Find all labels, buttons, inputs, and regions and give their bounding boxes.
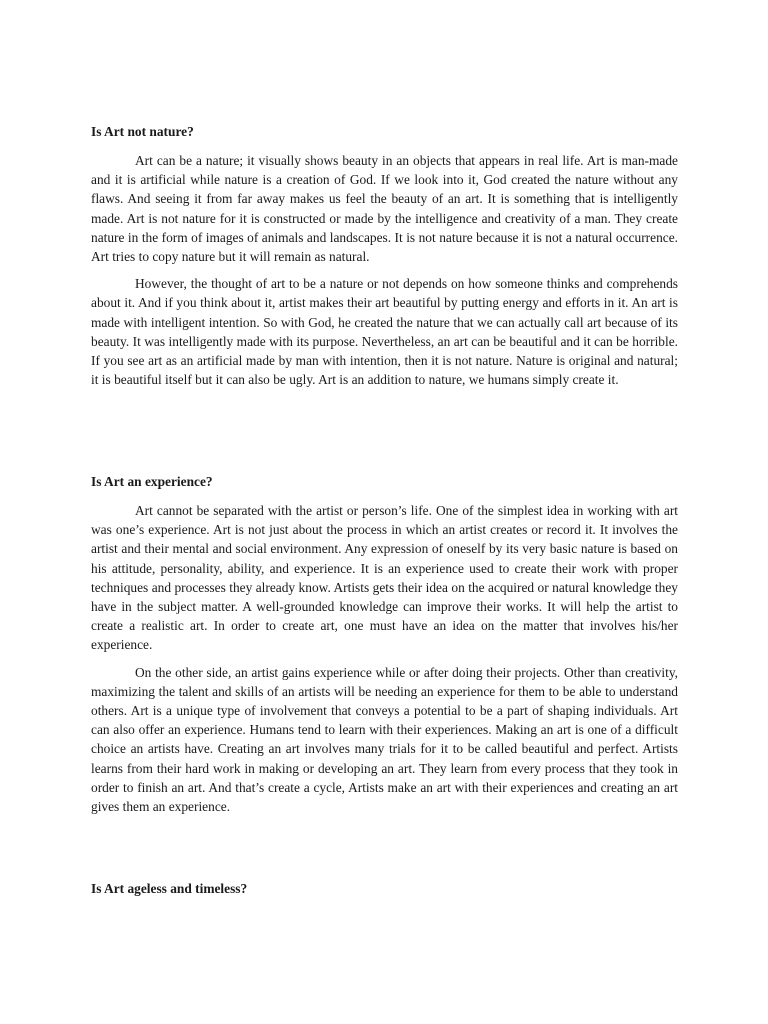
section-heading: Is Art ageless and timeless? [91,881,248,896]
section-heading: Is Art an experience? [91,474,213,489]
section-art-ageless [91,879,678,898]
section-art-not-nature [91,122,678,389]
paragraph: However, the thought of art to be a nature or not depends on how someone thinks and comprehends about it. And if you think about it, artist makes their art beautiful by putting energy and efforts in it. An art is made with intelligent intention. So with God, he created the nature that we can actually call art because of its beauty. It was intelligently made with its purpose. Nevertheless, an art can be beautiful and it can be horrible. If you see art as an artificial made by man with intention, then it is not nature. Nature is original and natural; it is beautiful itself but it can also be ugly. Art is an addition to nature, we humans simply create it. [91,276,678,388]
section-art-experience [91,472,678,816]
paragraph: Art cannot be separated with the artist or person’s life. One of the simplest idea in working with art was one’s experience. Art is not just about the process in which an artist creates or record it. It involves the artist and their mental and social environment. Any expression of oneself by its very basic nature is based on his attitude, personality, ability, and experience. It is an experience used to create their work with proper techniques and processes they already know. Artists gets their idea on the acquired or natural knowledge they have in the subject matter. A well-grounded knowledge can improve their works. It will help the artist to create a realistic art. In order to create art, one must have an idea on the matter that involves his/her experience. [91,503,678,653]
section-heading: Is Art not nature? [91,124,194,139]
paragraph: Art can be a nature; it visually shows beauty in an objects that appears in real life. Art is man-made and it is artificial while nature is a creation of God. If we look into it, God created the nature without any flaws. And seeing it from far away makes us feel the beauty of an art. It is something that is intelligently made. Art is not nature for it is constructed or made by the intelligence and creativity of a man. They create nature in the form of images of animals and landscapes. It is not nature because it is not a natural occurrence. Art tries to copy nature but it will remain as natural. [91,153,678,265]
paragraph: On the other side, an artist gains experience while or after doing their projects. Other than creativity, maximizing the talent and skills of an artists will be needing an experience for them to be able to understand others. Art is a unique type of involvement that conveys a potential to be a part of shaping individuals. Art can also offer an experience. Humans tend to learn with their experiences. Making an art is one of a difficult choice an artists have. Creating an art involves many trials for it to be called beautiful and perfect. Artists learns from their hard work in making or developing an art. They learn from every process that they took in order to finish an art. And that’s create a cycle, Artists make an art with their experiences and creating an art gives them an experience. [91,664,678,815]
